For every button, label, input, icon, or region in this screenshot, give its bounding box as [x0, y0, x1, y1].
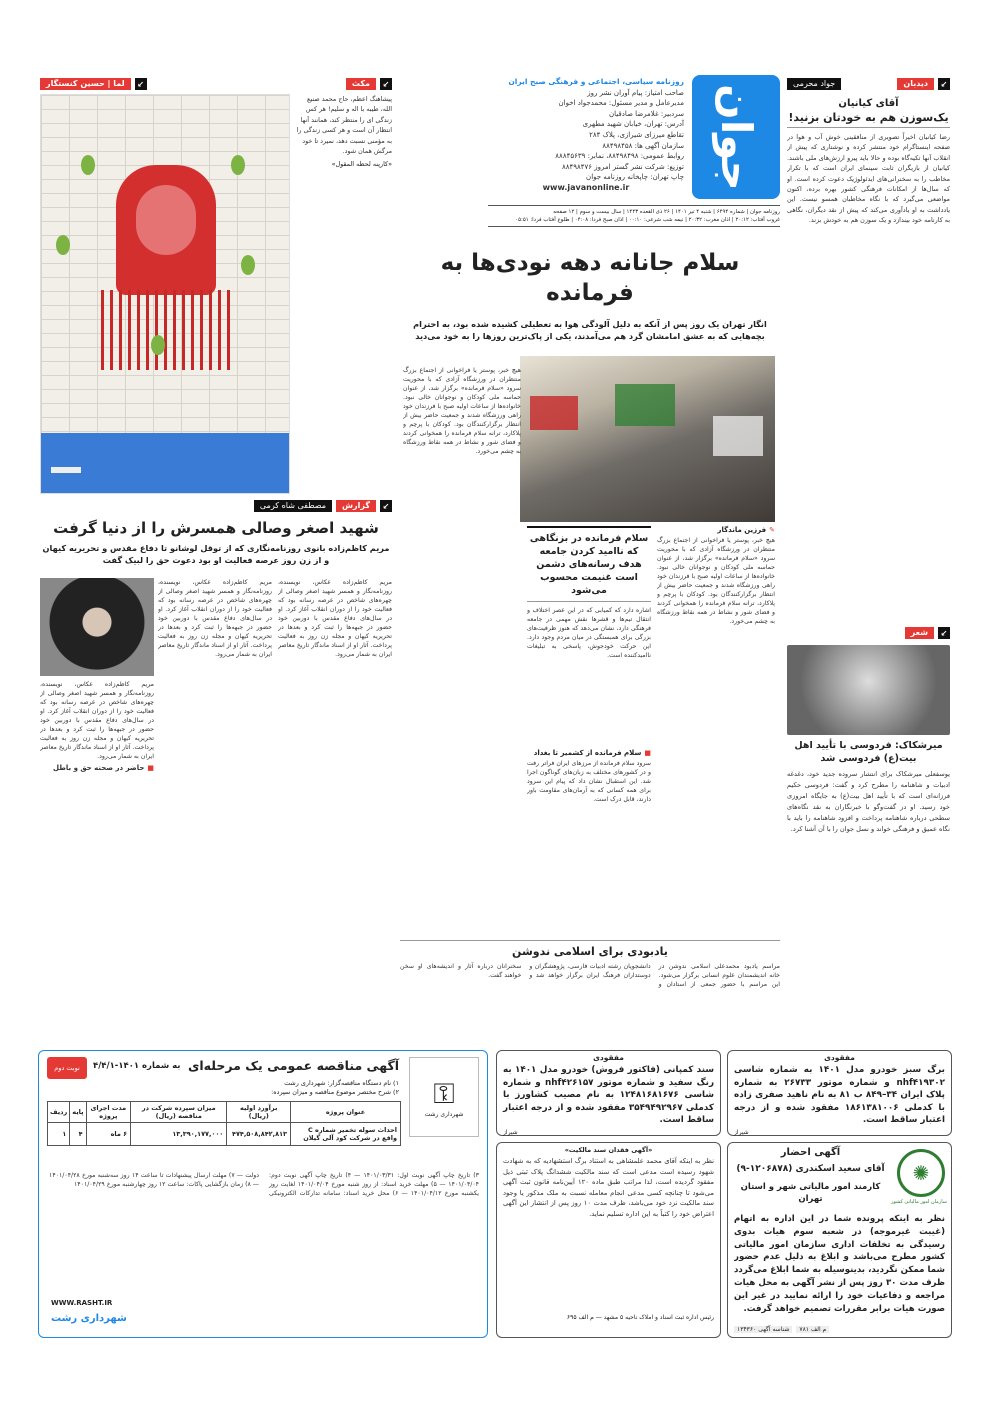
masthead-print: چاپ تهران: چاپخانه روزنامه جوان — [586, 173, 684, 182]
tender-table — [47, 1101, 401, 1146]
masthead-dist: توزیع: شرکت نشر گستر امروز ۸۸۴۹۸۴۷۶ — [561, 162, 684, 171]
memorial-section — [400, 940, 780, 1040]
lost-city: شیراز — [503, 1128, 518, 1136]
cell: احداث سوله تخمیر شماره C واقع در شرکت کود آلی گیلان — [291, 1123, 401, 1146]
lead-body1: هیچ خبر، پوستر یا فراخوانی از اجتماع بزرگ منتظران در ورزشگاه آزادی که با محوریت سرود «سلام فرمانده» برگزار شد، از عنوان حماسه ملی کودکان و نوجوانان خالی نبود. خانواده‌ها از ساعات اولیه صبح با فرزندان خود راهی ورزشگاه شدند و جمعیت حاضر بیش از انتظار برگزارکنندگان بود. کودکان با پرچم و پلاکارد، ترانه سلام فرمانده را همخوانی کردند و فضای شور و نشاط در همه نقاط ورزشگاه به چشم می‌خورد. — [657, 537, 775, 625]
sun-icon: ✺ — [912, 1161, 930, 1185]
col-header: ردیف — [48, 1102, 70, 1123]
lead-lede: انگار تهران یک روز پس از آنکه به دلیل آلودگی هوا به تعطیلی کشیده شده بود، به احترام بچه‌هایی که به عشق امامشان گرد هم می‌آمدند، یکی از پاک‌ترین روزها را به خود می‌دید — [413, 319, 767, 341]
masthead — [488, 75, 780, 241]
lead-body3: سرود سلام فرمانده از مرزهای ایران فراتر رفت و در کشورهای مختلف به زبان‌های گوناگون اجرا شد. این استقبال نشان داد که پیام این سرود برای همه کسانی که به آرمان‌های مقاومت باور دارند، قابل درک است. — [527, 760, 651, 803]
lead-body2: اشاره دارد که کمیابی که در این عصر اختلاف و انتقال تیم‌ها و قشرها نقش مهمی در جامعه فرهنگی دارد، نشان می‌دهد که هنوز ظرفیت‌های بزرگی برای همبستگی در میان مردم وجود دارد. این حرکت خودجوش، پاسخی به تبلیغات ناامیدکننده است. — [527, 607, 651, 659]
author-tag: مصطفی شاه کرمی — [254, 500, 332, 512]
poet-section — [787, 627, 950, 1045]
lead-author: ✎ فرزین ماندگار — [717, 526, 775, 534]
tax-name: آقای سعید اسکندری (۱۲۰۶۸۷۸-۹) — [736, 1164, 885, 1174]
tender-stamp: نوبت دوم — [47, 1057, 87, 1079]
obit-sub: ■ حاضر در صحنه حق و باطل — [53, 764, 154, 772]
lost-title: مفقودی — [824, 1053, 855, 1062]
table-row — [48, 1123, 401, 1146]
tender-site[interactable]: WWW.RASHT.IR — [51, 1299, 113, 1307]
tax-title: آگهی احضار — [780, 1147, 841, 1158]
tender-title: آگهی مناقصه عمومی یک مرحله‌ای — [187, 1058, 399, 1073]
tender-intro: ۱) نام دستگاه مناقصه‌گزار: شهرداری رشت — [284, 1079, 399, 1087]
tax-org: سازمان امور مالیاتی کشور — [891, 1199, 947, 1205]
logo-text: جوان — [712, 83, 761, 191]
cartoon-caption: پیشاهنگ اعظم، حاج محمد صنیع الله، طیبه با اله و سلیم! هر کس زندگی ای را منتظر کند، همانند آنها انتظار آن است و هر کسی زندگی را به مؤمنی نسبت دهد، نمیرد تا خود مرگش همان شود. — [296, 95, 392, 156]
col-header: مدت اجرای پروژه — [86, 1102, 131, 1123]
lost-body: برگ سبز خودرو مدل ۱۴۰۱ به شماره شاسی nhf۴۱۹۳۰۲ و شماره موتور ۲۶۷۳۳ به شماره پلاک ایران ۳۴–۸۴۹ ب ۸۱ به نام ناهید صفری زاده با کدملی ۱۸۶۱۳۸۱۰۰۶ مفقود شده و از درجه اعتبار ساقط است. — [734, 1065, 946, 1125]
obit-photo — [40, 578, 154, 676]
notice-title: «آگهی فقدان سند مالکیت» — [564, 1146, 653, 1154]
lost-body: سند کمپانی (فاکتور فروش) خودرو مدل ۱۴۰۱ به رنگ سفید و شماره موتور nhf۴۲۶۱۵۷ و شماره شاسی ۱۲۴۸۱۶۸۱۶۷۶ به نام مصیب کشاورز با کدملی ۳۵۴۹۴۹۲۹۶۷ مفقود شده و از درجه اعتبار ساقط است. — [503, 1065, 715, 1125]
cell: ۴۷۴,۵۰۸,۸۴۲,۸۱۳ — [227, 1123, 291, 1146]
square-icon: ■ — [147, 764, 154, 772]
cartoon-section — [40, 78, 392, 494]
square-icon: ■ — [644, 749, 651, 757]
col-header: عنوان پروژه — [291, 1102, 401, 1123]
lead-title: سلام جانانه دهه نودی‌ها به فرمانده — [440, 250, 740, 306]
obit-body-left: مریم کاظم‌زاده عکاس، نویسنده، روزنامه‌نگار و همسر شهید اصغر وصالی از چهره‌های شاخص در عرصه رسانه بود که فعالیت خود را از دوران انقلاب آغاز کرد. او در سال‌های دفاع مقدس با دوربین خود حضور در جبهه‌ها را ثبت کرد و بعدها در تحریریه کیهان و مجله زن روز به فعالیت پرداخت. آثار او از اسناد ماندگار تاریخ معاصر ایران به شمار می‌رود. ■ حاضر در صحنه حق و باطل — [40, 681, 154, 772]
masthead-site[interactable]: www.javanonline.ir — [542, 182, 630, 192]
lead-sub: ■ سلام فرمانده از کشمیر تا بغداد — [533, 749, 651, 757]
memorial-body: مراسم یادبود محمدعلی اسلامی ندوشن در خانه اندیشمندان علوم انسانی برگزار می‌شود. این مراسم با حضور جمعی از استادان و دانشجویان رشته ادبیات فارسی، پژوهشگران و دوستداران فرهنگ ایران برگزار خواهد شد و سخنرانان درباره آثار و اندیشه‌های او سخن خواهند گفت. — [400, 963, 780, 988]
tax-ref: م الف ۷۸۱ — [796, 1326, 829, 1333]
column-title: آقای کیانیان — [838, 98, 899, 109]
tax-body: نظر به اینکه پرونده شما در این اداره به اتهام (غیبت غیرموجه) در شعبه سوم هیات بدوی رسیدگی به تخلفات اداری سازمان امور مالیاتی کشور مطرح می‌باشد و ابلاغ به دلیل عدم حضور شما ممکن نگردید، بدینوسیله به شما ابلاغ می‌گردد ظرف مدت ۳۰ روز پس از نشر آگهی به محل هیات مراجعه و دفاعیات خود را ارائه نمایید در غیر این صورت هیات برابر مقررات تصمیم خواهد گرفت. — [734, 1214, 945, 1314]
masthead-editor: سردبیر: غلامرضا صادقیان — [608, 109, 684, 118]
section-header — [787, 78, 950, 90]
lost-title: مفقودی — [593, 1053, 624, 1062]
cell: ۱ — [48, 1123, 70, 1146]
memorial-title: یادبودی برای اسلامی ندوشن — [512, 945, 668, 958]
lost-city: شیراز — [734, 1128, 749, 1136]
right-column — [787, 78, 950, 618]
tax-role: کارمند امور مالیاتی شهر و استان تهران — [740, 1182, 881, 1204]
poet-photo — [787, 645, 950, 735]
col-header: پایه — [70, 1102, 86, 1123]
notice-body: نظر به اینکه آقای محمد علمشاهی به استناد برگ استشهادیه که به شهادت شهود رسیده است مدعی است که سند مالکیت ششدانگ پلاک ثبتی ذیل مفقود گردیده است، لذا مراتب طبق ماده ۱۲۰ آیین‌نامه قانون ثبت آگهی می‌شود تا چنانچه کسی مدعی انجام معامله نسبت به ملک مذکور یا وجود سند مالکیت نزد خود می‌باشد، ظرف مدت ۱۰ روز پس از انتشار این آگهی اعتراض خود را کتباً به این اداره تسلیم نماید. — [503, 1157, 715, 1218]
obit-section — [40, 500, 392, 940]
masthead-pr: روابط عمومی: ۸۸۴۹۸۴۹۸، نمابر: ۸۸۸۴۵۶۳۹ — [555, 152, 684, 161]
cell: ۴ — [70, 1123, 86, 1146]
section-tag: شعر — [905, 627, 934, 639]
tax-ref2: شناسه آگهی ۱۳۴۳۶۰ — [734, 1326, 792, 1333]
section-tag: مکث — [346, 78, 376, 90]
masthead-address: آدرس: تهران، خیابان شهید مطهری — [582, 120, 684, 129]
arrow-icon: ↙ — [938, 627, 950, 639]
ad-tender — [38, 1050, 488, 1338]
ad-tax — [727, 1142, 952, 1338]
drips — [101, 290, 231, 370]
ground — [41, 433, 289, 493]
obit-body-right: مریم کاظم‌زاده عکاس، نویسنده، روزنامه‌نگار و همسر شهید اصغر وصالی از چهره‌های شاخص در عرصه رسانه بود که فعالیت خود را از دوران انقلاب آغاز کرد. او در سال‌های دفاع مقدس با دوربین خود حضور در جبهه‌ها را ثبت کرد و بعدها در تحریریه کیهان و مجله زن روز به فعالیت پرداخت. آثار او از اسناد ماندگار تاریخ معاصر ایران به شمار می‌رود. — [278, 579, 392, 658]
ad-lost-2 — [727, 1050, 952, 1136]
tender-emblem: ⚿ شهرداری رشت — [409, 1057, 479, 1137]
tax-emblem — [897, 1149, 945, 1197]
cartoon-art — [40, 94, 290, 494]
ad-notice — [496, 1142, 721, 1338]
keys-icon: ⚿ — [433, 1076, 455, 1110]
notice-footer: رئیس اداره ثبت اسناد و املاک ناحیه ۵ مشهد — م الف ۶۹۵ — [566, 1314, 714, 1321]
poet-title: میرشکاک: فردوسی با تأیید اهل بیت(ع) فردوسی شد — [794, 740, 943, 764]
ad-lost-1 — [496, 1050, 721, 1136]
tender-signature: شهرداری رشت — [51, 1313, 127, 1324]
obit-title: شهید اصغر وصالی همسرش را از دنیا گرفت — [53, 519, 379, 537]
tender-number: به شماره ۱۴۰۱-۴/۴/۱ — [93, 1061, 181, 1071]
masthead-license: صاحب امتیاز: پیام آوران نشر روز — [587, 88, 684, 97]
issue-line: روزنامه جوان | شماره ۶۴۹۴ | شنبه ۴ تیر ۱۴۰۱ | ۲۶ ذی القعده ۱۴۴۳ | سال بیست و سوم | ۱۲ صفحه — [553, 209, 780, 215]
cell: ۱۳,۳۹۰,۱۷۷,۰۰۰ — [131, 1123, 227, 1146]
tender-terms: ۳) تاریخ چاپ آگهی نوبت اول: ۱۴۰۱/۰۳/۳۱ — ۴) تاریخ چاپ آگهی نوبت دوم: ۱۴۰۱/۰۴/۰۴ — ۵) مهلت خرید اسناد: از روز شنبه مورخ ۱۴۰۱/۰۴/۰۴ لغایت روز یکشنبه مورخ ۱۴۰۱/۰۴/۱۲ — ۶) محل خرید اسناد: سامانه تدارکات الکترونیکی دولت — ۷) مهلت ارسال پیشنهادات تا ساعت ۱۴ روز سه‌شنبه مورخ ۱۴۰۱/۰۴/۲۸ — ۸) زمان بازگشایی پاکات: ساعت ۱۲ روز چهارشنبه مورخ ۱۴۰۱/۰۴/۲۹ — [49, 1172, 479, 1197]
cartoon-source: «کارپنه لحظه المقول» — [331, 160, 392, 169]
logo — [692, 75, 780, 199]
masthead-manager: مدیرعامل و مدیر مسئول: محمدجواد اخوان — [558, 99, 684, 108]
tender-intro2: ۲) شرح مختصر موضوع مناقصه و میزان سپرده: — [271, 1088, 399, 1096]
lead-pull-quote: سلام فرمانده در بزنگاهی که ناامید کردن جامعه هدف رسانه‌های دشمن است غنیمت محسوب می‌شود — [527, 526, 651, 602]
column-headline: یک‌سوزن هم به خودتان بزنید! — [787, 111, 950, 128]
masthead-ads: سازمان آگهی ها: ۸۸۴۹۸۴۵۸ — [602, 141, 684, 150]
cell: ۶ ماه — [86, 1123, 131, 1146]
arrow-icon: ↙ — [380, 500, 392, 512]
col-header: میزان سپرده شرکت در مناقصه (ریال) — [131, 1102, 227, 1123]
arrow-icon: ↙ — [380, 78, 392, 90]
poet-body: یوسفعلی میرشکاک برای انتشار سروده جدید خود، دغدغه ادبیات و شاهنامه را مطرح کرد و گفت: فردوسی حکیم فرزانه‌ای است که با تأیید اهل بیت(ع) به جایگاه امروزی خود رسید. او در گفت‌وگو با خبرنگاران به نقد نگاه‌های سطحی درباره شاهنامه پرداخت و افزود شاهنامه را باید با نگاه عمیق و فرهنگی خواند و نسل جوان را با آن آشنا کرد. — [787, 770, 950, 833]
masthead-tagline: روزنامه سیاسی، اجتماعی و فرهنگی صبح ایران — [508, 77, 684, 86]
arrow-icon: ↙ — [938, 78, 950, 90]
lead-body-cont: هیچ خبر، پوستر یا فراخوانی از اجتماع بزرگ منتظران در ورزشگاه آزادی که با محوریت سرود «سلام فرمانده» برگزار شد، از عنوان حماسه ملی کودکان و نوجوانان خالی نبود. خانواده‌ها از ساعات اولیه صبح با فرزندان خود راهی ورزشگاه شدند و جمعیت حاضر بیش از انتظار برگزارکنندگان بود. کودکان با پرچم و پلاکارد، ترانه سلام فرمانده را همخوانی کردند و فضای شور و نشاط در همه نقاط ورزشگاه به چشم می‌خورد. — [403, 367, 521, 455]
obit-lede: مریم کاظم‌زاده بانوی روزنامه‌نگاری که از توقل لوشانو تا دفاع مقدس و تحریریه کیهان و از زن روز عرصه فعالیت او بود دعوت حق را لبیک گفت — [42, 543, 390, 565]
lead-col-mid — [527, 526, 651, 936]
column-body: رضا کیانیان اخیراً تصویری از منافقینی خوش آب و هوا در صفحه اینستاگرام خود منتشر کرده و نوشتاری که پیش از انقلاب آنها تکیه‌گاه بوده و حالا باید پیرو ارزش‌های ملی باشند. کیانیان از بازیگران ثابت سینمای ایران است که با تکرار مخاطب را به سخنرانی‌های ایدئولوژیک دعوت کرده است. او که سال‌ها از امکانات فرهنگی کشور بهره برده، اکنون مواضعی می‌گیرد که با نگاه مخاطبان همسو نیست. این یادداشت به او یادآوری می‌کند که پیش از نقد دیگران، نگاهی به کارنامه خود بیندازد و یک سوزن هم به خودش بزند. — [787, 133, 950, 225]
author-tag: لما | حسین کنستگار — [40, 78, 131, 90]
lead-col-right — [657, 526, 775, 936]
lead-photo — [520, 356, 775, 522]
azan-line: غروب آفتاب: ۲۰:۱۲ | اذان مغرب: ۲۰:۳۲ | نیمه شب شرعی: ۰۰:۱۰ | اذان صبح فردا: ۰۴:۰۸ | طلوع آفتاب فردا: ۰۵:۵۱ — [515, 217, 780, 223]
section-tag: دیدبان — [897, 78, 934, 90]
pen-icon: ✎ — [769, 526, 775, 534]
obit-body-mid: مریم کاظم‌زاده عکاس، نویسنده، روزنامه‌نگار و همسر شهید اصغر وصالی از چهره‌های شاخص در عرصه رسانه بود که فعالیت خود را از دوران انقلاب آغاز کرد. او در سال‌های دفاع مقدس با دوربین خود حضور در جبهه‌ها را ثبت کرد و بعدها در تحریریه کیهان و مجله زن روز به فعالیت پرداخت. آثار او از اسناد ماندگار تاریخ معاصر ایران به شمار می‌رود. — [158, 579, 272, 658]
col-header: برآورد اولیه (ریال) — [227, 1102, 291, 1123]
masthead-address2: تقاطع میرزای شیرازی، پلاک ۲۸۴ — [589, 130, 684, 139]
section-tag: گزارش — [336, 500, 376, 512]
arrow-icon: ↙ — [135, 78, 147, 90]
lead-col-left — [403, 366, 521, 936]
author-tag: جواد محرمی — [787, 78, 841, 90]
